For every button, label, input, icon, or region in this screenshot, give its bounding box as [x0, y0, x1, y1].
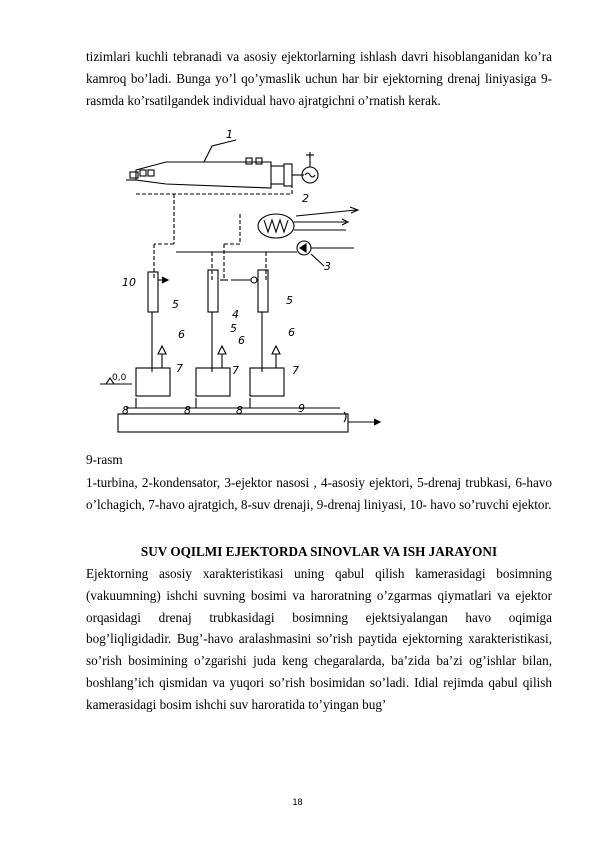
- turbine-shape: [126, 140, 318, 188]
- page-number: 18: [292, 797, 303, 807]
- label-6b: 6: [238, 334, 245, 347]
- label-1: 1: [226, 128, 233, 141]
- label-zero-level: 0,0: [112, 373, 127, 383]
- label-6c: 6: [288, 326, 295, 339]
- label-9: 9: [298, 402, 305, 415]
- figure-legend: 1-turbina, 2-kondensator, 3-ejektor nasosi , 4-asosiy ejektori, 5-drenaj trubkasi, 6-havo o’lchagich, 7-havo ajratgich, 8-suv drenaji, 9-drenaj liniyasi, 10- havo so’ruvchi ejektor.: [86, 475, 552, 512]
- label-8a: 8: [122, 404, 129, 417]
- label-5b: 5: [230, 322, 237, 335]
- paragraph-body: Ejektorning asosiy xarakteristikasi uning qabul qilish kamerasidagi bosimning (vakuumning) ishchi suvning bosimi va haroratning o’zgarmas qiymatlari va ejektor orqasidagi drenaj trubkasidagi bosimning ejektsiyalangan havo oqimiga bog’liqligidadir. Bug’-havo aralashmasini so’rish paytida ejektorning xarakteristikasi, so’rish bosimining o’zgarishi juda keng chegaralarda, ba’zida ba’zi og’ishlar bilan, boshlang’ich qismidan va yuqori so’rish bosimidan so’ladi. Idial rejimda qabul qilish kamerasidagi bosim ishchi suv haroratida to’yingan bug’: [86, 566, 552, 712]
- label-8b: 8: [184, 404, 191, 417]
- drain-line: [118, 398, 380, 432]
- figure-ejector-scheme: [96, 122, 396, 442]
- label-4: 4: [232, 308, 239, 321]
- section-heading: SUV OQILMI EJEKTORDA SINOVLAR VA ISH JARAYONI: [140, 544, 498, 559]
- label-8c: 8: [236, 404, 243, 417]
- drain-pipes: [152, 312, 262, 372]
- label-6a: 6: [178, 328, 185, 341]
- suction-lines: [136, 186, 292, 280]
- label-5c: 5: [286, 294, 293, 307]
- ejector-units: [148, 270, 268, 312]
- label-3: 3: [324, 260, 331, 273]
- figure-caption: 9-rasm: [86, 452, 123, 467]
- label-5a: 5: [172, 298, 179, 311]
- label-7c: 7: [292, 364, 299, 377]
- condenser-shape: [258, 207, 358, 238]
- label-7b: 7: [232, 364, 239, 377]
- label-10: 10: [122, 276, 136, 289]
- paragraph-intro: tizimlari kuchli tebranadi va asosiy ejektorlarning ishlash davri hisoblanganidan ko’ra kamroq bo’ladi. Bunga yo’l qo’ymaslik uchun har bir ejektorning drenaj liniyasiga 9-rasmda ko’rsatilgandek individual havo ajratgichni o’rnatish kerak.: [86, 49, 552, 108]
- label-2: 2: [302, 192, 309, 205]
- label-7a: 7: [176, 362, 183, 375]
